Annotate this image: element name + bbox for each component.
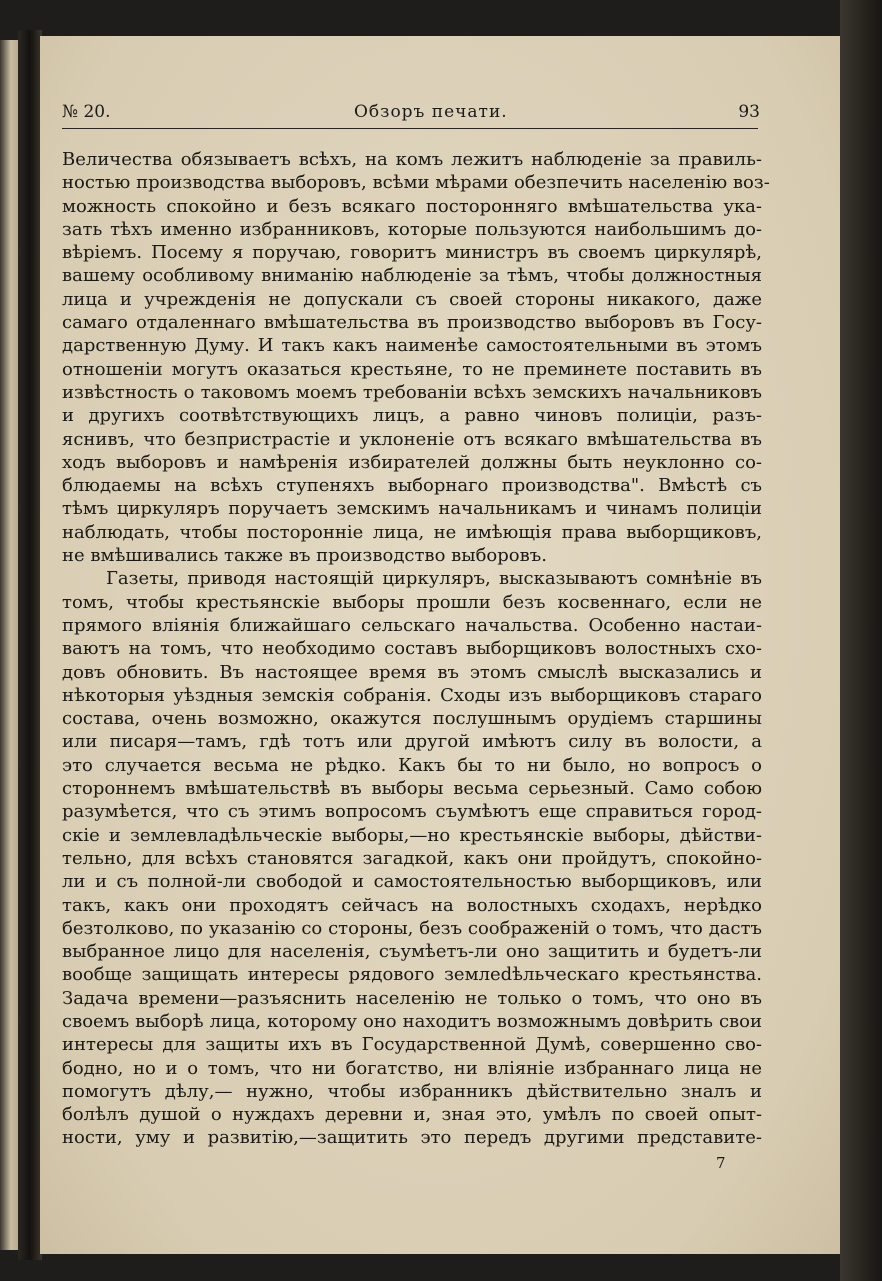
text-line: разумѣется, что съ этимъ вопросомъ съумѣютъ еще справиться город- — [62, 801, 762, 823]
text-line: дарственную Думу. И такъ какъ наименѣе самостоятельными въ этомъ — [62, 335, 762, 357]
text-line: яснивъ, что безпристрастіе и уклоненіе отъ всякаго вмѣшательства въ — [62, 428, 762, 450]
text-line: болѣлъ душой о нуждахъ деревни и, зная это, умѣлъ по своей опыт- — [62, 1104, 762, 1126]
text-line: состава, очень возможно, окажутся послушнымъ орудіемъ старшины — [62, 708, 762, 730]
signature-mark: 7 — [716, 1154, 726, 1172]
text-line: ности, уму и развитію,—защитить это передъ другими представите- — [62, 1127, 762, 1149]
text-line: отношеніи могутъ оказаться крестьяне, то не преминете поставить въ — [62, 358, 762, 380]
text-line: самаго отдаленнаго вмѣшательства въ производство выборовъ въ Госу- — [62, 312, 762, 334]
text-line: извѣстность о таковомъ моемъ требованіи всѣхъ земскихъ начальниковъ — [62, 381, 762, 403]
text-line: своемъ выборѣ лица, которому оно находитъ возможнымъ довѣрить свои — [62, 1010, 762, 1032]
text-line: это случается весьма не рѣдко. Какъ бы то ни было, но вопросъ о — [62, 754, 762, 776]
text-line: можность спокойно и безъ всякаго посторонняго вмѣшательства ука- — [62, 195, 762, 217]
issue-number: № 20. — [62, 102, 111, 122]
body-text — [62, 148, 770, 1150]
text-line: лица и учрежденія не допускали съ своей стороны никакого, даже — [62, 288, 762, 310]
paragraph-start-line: Газеты, приводя настоящій циркуляръ, высказываютъ сомнѣніе въ — [106, 568, 762, 590]
page-number: 93 — [738, 102, 760, 122]
text-line: Величества обязываетъ всѣхъ, на комъ лежитъ наблюденіе за правиль- — [62, 149, 762, 170]
text-line: интересы для защиты ихъ въ Государственной Думѣ, совершенно сво- — [62, 1034, 762, 1056]
text-line: прямого вліянія ближайшаго сельскаго начальства. Особенно настаи- — [62, 614, 762, 636]
text-line: помогутъ дѣлу,— нужно, чтобы избранникъ дѣйствительно зналъ и — [62, 1080, 762, 1102]
text-line: и другихъ соотвѣтствующихъ лицъ, а равно чиновъ полиціи, разъ- — [62, 405, 762, 427]
text-line: вашему особливому вниманію наблюденіе за тѣмъ, чтобы должностныя — [62, 265, 762, 287]
left-page-edge — [0, 40, 18, 1250]
running-header — [62, 102, 758, 129]
text-line: ностью производства выборовъ, всѣми мѣрами обезпечить населенію воз- — [62, 172, 770, 194]
text-line: безтолково, по указанію со стороны, безъ соображеній о томъ, что дастъ — [62, 917, 762, 939]
text-line: довъ обновить. Въ настоящее время въ этомъ смыслѣ высказались и — [62, 661, 762, 683]
text-line: или писаря—тамъ, гдѣ тотъ или другой имѣютъ силу въ волости, а — [62, 731, 762, 753]
text-line: тельно, для всѣхъ становятся загадкой, какъ они пройдутъ, спокойно- — [62, 847, 762, 869]
text-line: вѣріемъ. Посему я поручаю, говоритъ министръ въ своемъ циркулярѣ, — [62, 242, 762, 264]
text-line: скіе и землевладѣльческіе выборы,—но крестьянскіе выборы, дѣйстви- — [62, 824, 762, 846]
text-line: выбранное лицо для населенія, съумѣетъ-ли оно защитить и будетъ-ли — [62, 941, 762, 963]
text-line: нѣкоторыя уѣздныя земскія собранія. Сходы изъ выборщиковъ стараго — [62, 684, 762, 706]
book-page — [40, 36, 840, 1254]
text-line: зать тѣхъ именно избранниковъ, которые пользуются наибольшимъ до- — [62, 218, 762, 240]
text-line: вообще защищать интересы рядового землedѣльческаго крестьянства. — [62, 964, 762, 986]
scan-background — [840, 0, 882, 1281]
text-line: тѣмъ циркуляръ поручаетъ земскимъ начальникамъ и чинамъ полиціи — [62, 498, 762, 520]
text-line: ваютъ на томъ, что необходимо составъ выборщиковъ волостныхъ схо- — [62, 638, 762, 660]
header-title: Обзоръ печати. — [354, 102, 508, 122]
book-gutter — [18, 30, 42, 1260]
text-line: не вмѣшивались также въ производство выборовъ. — [62, 545, 547, 567]
text-line: ли и съ полной-ли свободой и самостоятельностью выборщиковъ, или — [62, 871, 762, 893]
text-line: блюдаемы на всѣхъ ступеняхъ выборнаго производства". Вмѣстѣ съ — [62, 475, 762, 497]
text-line: такъ, какъ они проходятъ сейчасъ на волостныхъ сходахъ, нерѣдко — [62, 894, 762, 916]
text-line: бодно, но и о томъ, что ни богатство, ни вліяніе избраннаго лица не — [62, 1057, 762, 1079]
text-line: стороннемъ вмѣшательствѣ въ выборы весьма серьезный. Само собою — [62, 778, 762, 800]
text-line: томъ, чтобы крестьянскіе выборы прошли безъ косвеннаго, если не — [62, 591, 762, 613]
text-line: Задача времени—разъяснить населенію не только о томъ, что оно въ — [62, 987, 762, 1009]
text-line: наблюдать, чтобы посторонніе лица, не имѣющія права выборщиковъ, — [62, 521, 762, 543]
text-line: ходъ выборовъ и намѣренія избирателей должны быть неуклонно со- — [62, 451, 762, 473]
